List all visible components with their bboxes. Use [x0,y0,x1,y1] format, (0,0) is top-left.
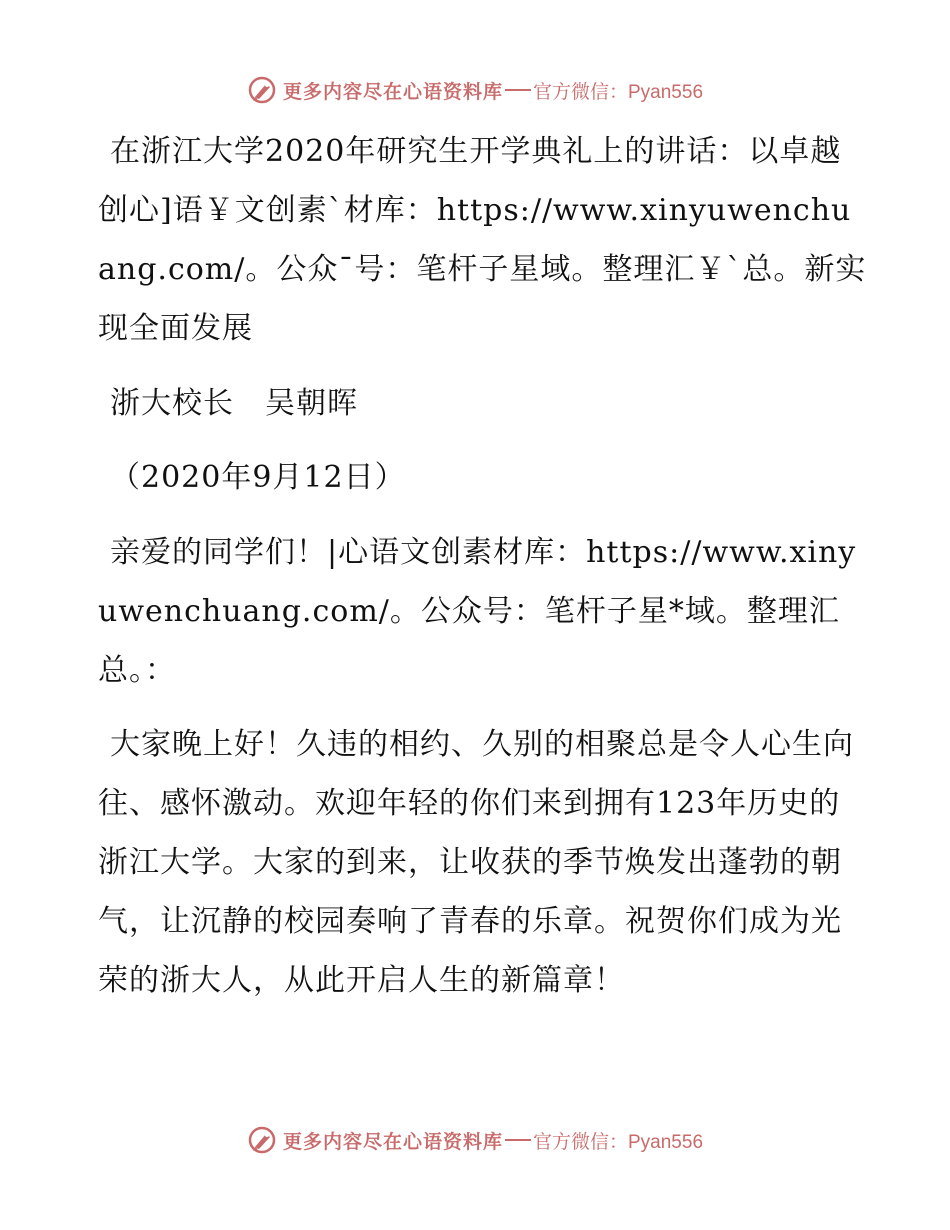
banner-divider [505,89,531,91]
document-author: 浙大校长 吴朝晖 [110,386,358,421]
pen-nib-logo-icon [247,1125,277,1155]
wechat-id: Pyan556 [628,1131,704,1153]
document-greeting: 亲爱的同学们！|心语文创素材库：https://www.xinyuwenchuang.com/。公众号：笔杆子星*域。整理汇总。： [98,535,857,688]
pen-nib-logo-icon [247,75,277,105]
banner-wechat [533,77,703,104]
banner-text: 更多内容尽在心语资料库 [282,80,503,103]
banner-wechat [533,1127,703,1154]
document-paragraph: 大家晚上好！久违的相约、久别的相聚总是令人心生向往、感怀激动。欢迎年轻的你们来到拥有123年历史的浙江大学。大家的到来，让收获的季节焕发出蓬勃的朝气，让沉静的校园奏响了青春的乐章。祝贺你们成为光荣的浙大人，从此开启人生的新篇章！ [98,727,854,998]
wechat-label: 官方微信： [532,1130,628,1153]
header-banner [0,70,950,110]
document-date: （2020年9月12日） [110,460,406,495]
document-body [98,122,868,1010]
footer-banner [0,1120,950,1160]
wechat-id: Pyan556 [628,81,704,103]
banner-text: 更多内容尽在心语资料库 [282,1130,503,1153]
wechat-label: 官方微信： [532,80,628,103]
document-title: 在浙江大学2020年研究生开学典礼上的讲话：以卓越创心]语￥文创素`材库：https://www.xinyuwenchuang.com/。公众¯号：笔杆子星域。整理汇￥`总。新实现全面发展 [98,134,867,346]
banner-divider [505,1139,531,1141]
